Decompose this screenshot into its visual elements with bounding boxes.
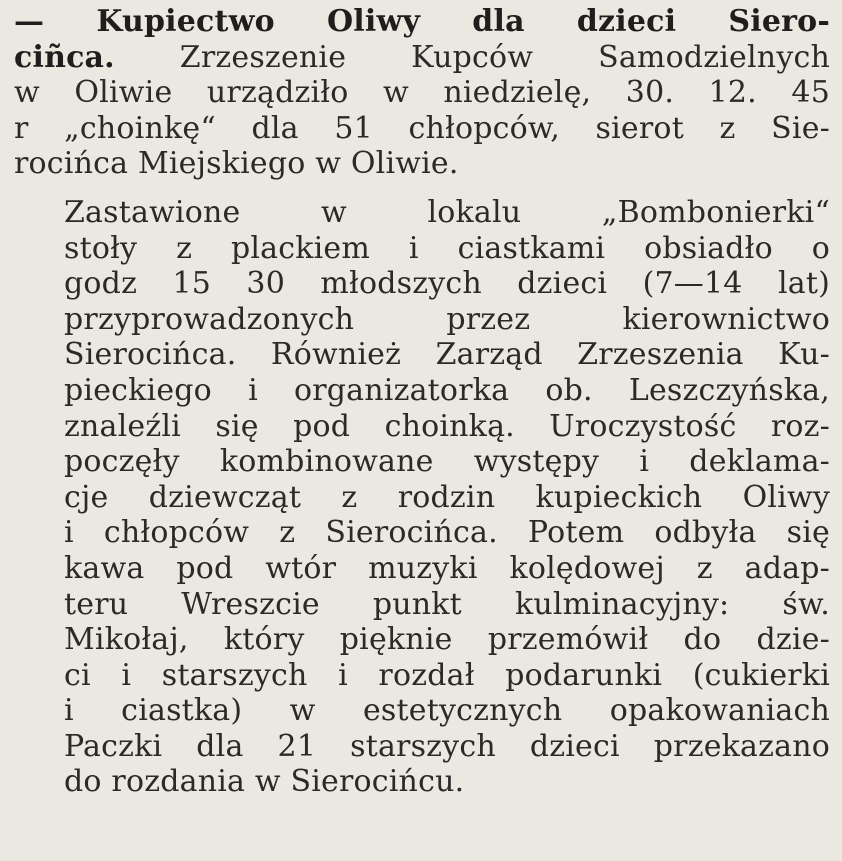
article-line: [14, 40, 830, 76]
article-paragraph-1: [14, 4, 830, 182]
article-line: [14, 4, 830, 40]
article-line: r „choinkę“ dla 51 chłopców, sierot z Sie-: [14, 110, 830, 146]
article-line: przyprowadzonych przez kierownictwo: [64, 301, 830, 337]
article-line: w Oliwie urządziło w niedzielę, 30. 12. 45: [14, 75, 830, 111]
article-line: cje dziewcząt z rodzin kupieckich Oliwy: [64, 479, 830, 515]
article-text: Zrzeszenie Kupców Samodzielnych: [179, 39, 830, 75]
article-line: rocińca Miejskiego w Oliwie.: [14, 146, 459, 182]
article-line: Paczki dla 21 starszych dzieci przekazano: [64, 728, 830, 764]
article-line: Mikołaj, który pięknie przemówił do dzie-: [64, 622, 830, 658]
article-paragraph-2: [14, 195, 830, 800]
article-line: pieckiego i organizatorka ob. Leszczyńska,: [64, 372, 830, 408]
article-line: Zastawione w lokalu „Bombonierki“: [64, 194, 830, 230]
article-line: znaleźli się pod choinką. Uroczystość roz-: [64, 408, 830, 444]
article-line: kawa pod wtór muzyki kolędowej z adap-: [64, 550, 830, 586]
article-line: teru Wreszcie punkt kulminacyjny: św.: [64, 586, 830, 622]
article-line: i chłopców z Sierocińca. Potem odbyła się: [64, 515, 830, 551]
article-line: stoły z plackiem i ciastkami obsiadło o: [64, 230, 830, 266]
article-headline-continued: ciñca.: [14, 39, 115, 75]
article-column: [14, 4, 830, 800]
article-line: do rozdania w Sierocińcu.: [64, 764, 465, 800]
article-headline: — Kupiectwo Oliwy dla dzieci Siero-: [14, 4, 830, 39]
article-line: godz 15 30 młodszych dzieci (7—14 lat): [64, 266, 830, 302]
article-line: i ciastka) w estetycznych opakowaniach: [64, 693, 830, 729]
article-line: ci i starszych i rozdał podarunki (cukierki: [64, 657, 830, 693]
article-line: Sierocińca. Również Zarząd Zrzeszenia Ku-: [64, 337, 830, 373]
article-line: poczęły kombinowane występy i deklama-: [64, 444, 830, 480]
